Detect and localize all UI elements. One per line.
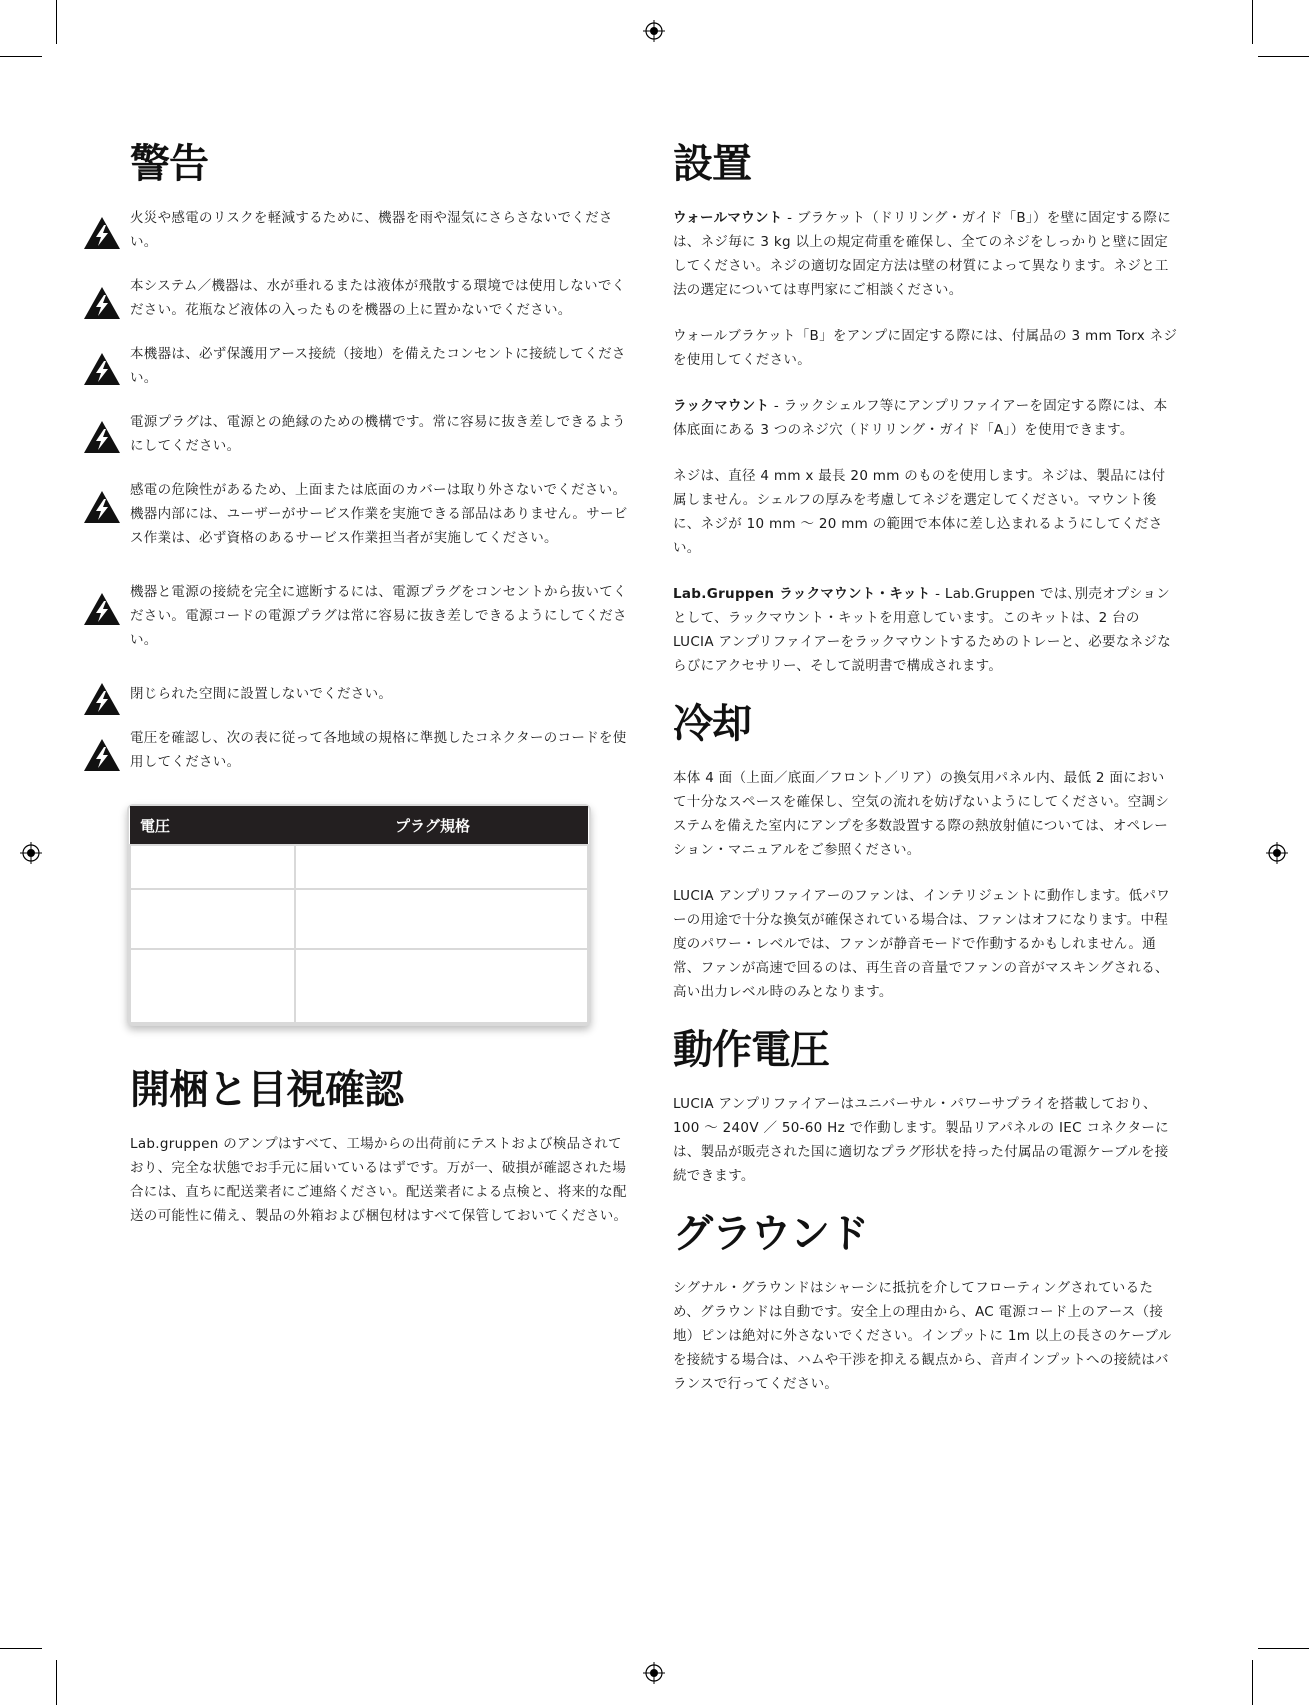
wall-mount-lead: ウォールマウント xyxy=(673,210,783,226)
rack-mount-text: - ラックシェルフ等にアンプリファイアーを固定する際には、本体底面にある 3 つのネジ穴（ドリリング・ガイド「A」）を使用できます。 xyxy=(673,398,1168,438)
electrical-hazard-warning-icon xyxy=(83,352,121,386)
table-cell xyxy=(130,949,295,1023)
table-row xyxy=(130,845,588,889)
warning-item xyxy=(130,410,635,458)
electrical-hazard-warning-icon xyxy=(83,592,121,626)
table-cell xyxy=(130,889,295,949)
electrical-hazard-warning-icon xyxy=(83,286,121,320)
warning-text: 機器と電源の接続を完全に遮断するには、電源プラグをコンセントから抜いてください。電源コードの電源プラグは常に容易に抜き差しできるようにしてください。 xyxy=(130,584,627,648)
wall-mount-text: - ブラケット（ドリリング・ガイド「B」）を壁に固定する際には、ネジ毎に 3 kg 以上の規定荷重を確保し、全てのネジをしっかりと壁に固定してください。ネジの適切な固定方法は壁の材質によって異なります。ネジと工法の選定については専門家にご相談ください。 xyxy=(673,210,1172,298)
warning-item xyxy=(130,478,635,550)
warning-title: 警告 xyxy=(130,141,208,187)
registration-mark-icon xyxy=(20,842,42,864)
wall-mount-paragraph xyxy=(673,206,1178,302)
table-header-plug: プラグ規格 xyxy=(295,806,588,845)
voltage-text: LUCIA アンプリファイアーはユニバーサル・パワーサプライを搭載しており、100 ～ 240V ／ 50-60 Hz で作動します。製品リアパネルの IEC コネクターには、製品が販売された国に適切なプラグ形状を持った付属品の電源ケーブルを接続できます。 xyxy=(673,1096,1169,1184)
warning-item xyxy=(130,342,635,390)
warning-text: 電圧を確認し、次の表に従って各地域の規格に準拠したコネクターのコードを使用してください。 xyxy=(130,730,627,770)
left-column xyxy=(130,140,635,1250)
warning-text: 本システム／機器は、水が垂れるまたは液体が飛散する環境では使用しないでください。花瓶など液体の入ったものを機器の上に置かないでください。 xyxy=(130,278,626,318)
electrical-hazard-warning-icon xyxy=(83,490,121,524)
table-cell xyxy=(295,949,588,1023)
ground-title: グラウンド xyxy=(673,1211,868,1257)
warning-text: 電源プラグは、電源との絶縁のための機構です。常に容易に抜き差しできるようにしてください。 xyxy=(130,414,626,454)
electrical-hazard-warning-icon xyxy=(83,682,121,716)
registration-mark-icon xyxy=(643,1662,665,1684)
warning-item xyxy=(130,580,635,652)
voltage-plug-table xyxy=(127,804,591,1026)
table-cell xyxy=(295,845,588,889)
unpacking-text: Lab.gruppen のアンプはすべて、工場からの出荷前にテストおよび検品されており、完全な状態でお手元に届いているはずです。万が一、破損が確認された場合には、直ちに配送業者にご連絡ください。配送業者による点検と、将来的な配送の可能性に備え、製品の外箱および梱包材はすべて保管しておいてください。 xyxy=(130,1136,628,1224)
registration-mark-icon xyxy=(1266,842,1288,864)
warning-text: 閉じられた空間に設置しないでください。 xyxy=(130,686,393,702)
warning-item xyxy=(130,726,635,774)
table-header-voltage: 電圧 xyxy=(130,806,295,845)
electrical-hazard-warning-icon xyxy=(83,420,121,454)
cooling-text-1: 本体 4 面（上面／底面／フロント／リア）の換気用パネル内、最低 2 面において十分なスペースを確保し、空気の流れを妨げないようにしてください。空調システムを備えた室内にアンプを多数設置する際の熱放射値については、オペレーション・マニュアルをご参照ください。 xyxy=(673,770,1170,858)
table-row xyxy=(130,889,588,949)
installation-title: 設置 xyxy=(673,141,751,187)
warning-item xyxy=(130,206,635,254)
rack-kit-lead: Lab.Gruppen ラックマウント・キット xyxy=(673,586,931,602)
warning-item xyxy=(130,682,635,706)
rack-mount-lead: ラックマウント xyxy=(673,398,770,414)
table-cell xyxy=(130,845,295,889)
electrical-hazard-warning-icon xyxy=(83,216,121,250)
electrical-hazard-warning-icon xyxy=(83,738,121,772)
wall-bracket-text: ウォールブラケット「B」をアンプに固定する際には、付属品の 3 mm Torx ネジを使用してください。 xyxy=(673,328,1178,368)
rack-kit-paragraph xyxy=(673,582,1178,678)
unpacking-title: 開梱と目視確認 xyxy=(130,1067,403,1113)
ground-text: シグナル・グラウンドはシャーシに抵抗を介してフローティングされているため、グラウンドは自動です。安全上の理由から、AC 電源コード上のアース（接地）ピンは絶対に外さないでください。インプットに 1m 以上の長さのケーブルを接続する場合は、ハムや干渉を抑える観点から、音声インプットへの接続はバランスで行ってください。 xyxy=(673,1280,1172,1392)
screw-text: ネジは、直径 4 mm x 最長 20 mm のものを使用します。ネジは、製品には付属しません。シェルフの厚みを考慮してネジを選定してください。マウント後に、ネジが 10 mm ～ 20 mm の範囲で本体に差し込まれるようにしてください。 xyxy=(673,468,1166,556)
right-column xyxy=(673,140,1178,1418)
warning-text: 本機器は、必ず保護用アース接続（接地）を備えたコンセントに接続してください。 xyxy=(130,346,626,386)
rack-mount-paragraph xyxy=(673,394,1178,442)
warning-text: 火災や感電のリスクを軽減するために、機器を雨や湿気にさらさないでください。 xyxy=(130,210,613,250)
table-row xyxy=(130,949,588,1023)
voltage-title: 動作電圧 xyxy=(673,1027,829,1073)
rack-kit-text: - Lab.Gruppen では､別売オプションとして、ラックマウント・キットを用意しています。このキットは、2 台の LUCIA アンプリファイアーをラックマウントするためのトレーと、必要なネジならびにアクセサリー、そして説明書で構成されます。 xyxy=(673,586,1172,674)
registration-mark-icon xyxy=(643,20,665,42)
cooling-title: 冷却 xyxy=(673,701,751,747)
warning-text: 感電の危険性があるため、上面または底面のカバーは取り外さないでください。機器内部には、ユーザーがサービス作業を実施できる部品はありません。サービス作業は、必ず資格のあるサービス作業担当者が実施してください。 xyxy=(130,482,628,546)
table-cell xyxy=(295,889,588,949)
warning-item xyxy=(130,274,635,322)
cooling-text-2: LUCIA アンプリファイアーのファンは、インテリジェントに動作します。低パワーの用途で十分な換気が確保されている場合は、ファンはオフになります。中程度のパワー・レベルでは、ファンが静音モードで作動するかもしれません。通常、ファンが高速で回るのは、再生音の音量でファンの音がマスキングされる、高い出力レベル時のみとなります。 xyxy=(673,888,1171,1000)
